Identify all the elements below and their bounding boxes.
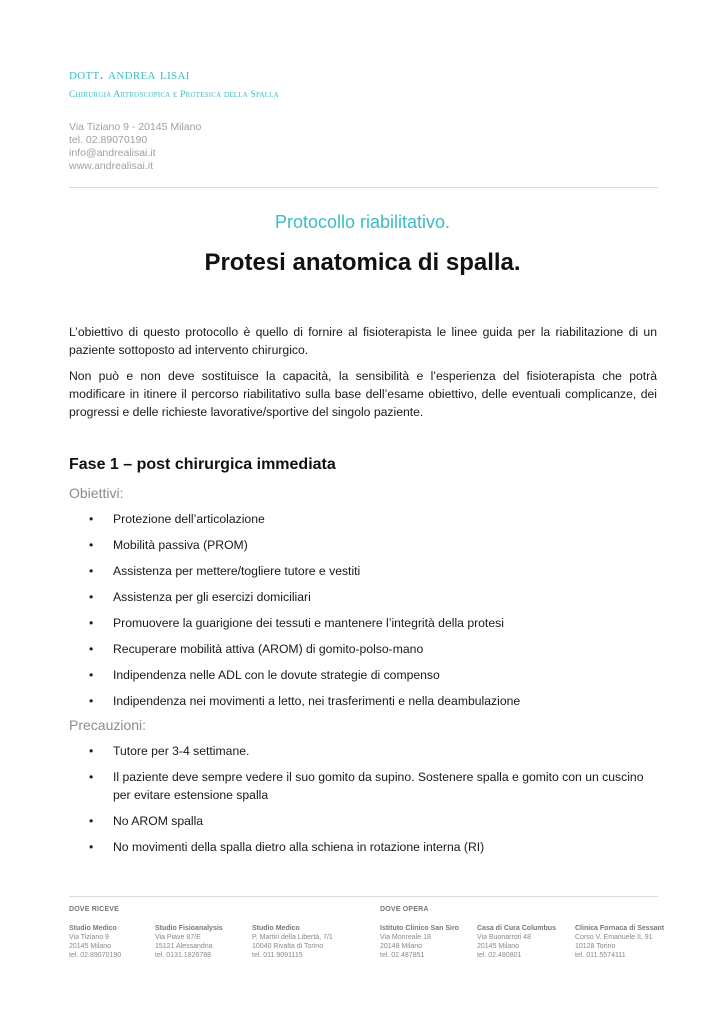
- doctor-name: dott. andrea lisai: [69, 66, 190, 83]
- intro-paragraph: Non può e non deve sostituisce la capacità, la sensibilità e l’esperienza del fisioterapista che potrà modificare in itinere il percorso riabilitativo sulla base dell’esame obiettivo, delle eventuali complicanze, dei progressi e delle richieste lavorative/sportive del singolo paziente.: [69, 369, 657, 419]
- list-item: [69, 812, 657, 830]
- location-city: 20145 Milano: [69, 943, 112, 950]
- location-name: Studio Medico: [69, 925, 117, 932]
- footer-location: [155, 924, 223, 960]
- location-name: Casa di Cura Columbus: [477, 925, 556, 932]
- bullet-icon: •: [89, 564, 94, 578]
- list-item: [69, 536, 657, 562]
- location-phone: tel. 02.89070190: [69, 952, 122, 959]
- location-address: Via Piave 87/E: [155, 934, 201, 941]
- list-item: [69, 692, 657, 718]
- footer-dove-opera: DOVE OPERA: [380, 906, 429, 913]
- bullet-icon: •: [89, 590, 94, 604]
- footer-divider: [69, 896, 658, 897]
- location-city: 20145 Milano: [477, 943, 520, 950]
- location-address: Via Monreale 18: [380, 934, 431, 941]
- location-address: P. Martiri della Libertà, 7/1: [252, 934, 333, 941]
- objectives-list: [69, 510, 657, 718]
- list-item-text: Mobilità passiva (PROM): [113, 538, 248, 552]
- contact-email[interactable]: info@andrealisai.it: [69, 147, 156, 159]
- location-name: Istituto Clinico San Siro: [380, 925, 459, 932]
- list-item: [69, 562, 657, 588]
- page-title: Protesi anatomica di spalla.: [204, 249, 521, 276]
- bullet-icon: •: [89, 512, 94, 526]
- list-item: [69, 510, 657, 536]
- doctor-specialty: Chirurgia Artroscopica e Protesica della Spalla: [69, 90, 279, 100]
- location-name: Studio Fisioanalysis: [155, 925, 223, 932]
- footer-location: [252, 924, 333, 960]
- bullet-icon: •: [89, 616, 94, 630]
- bullet-icon: •: [89, 744, 94, 758]
- objectives-heading: Obiettivi:: [69, 485, 124, 501]
- contact-phone: tel. 02.89070190: [69, 134, 148, 146]
- location-city: 15121 Alessandria: [155, 943, 213, 950]
- list-item-text: Protezione dell’articolazione: [113, 512, 265, 526]
- location-address: Corso V. Emanuele II, 91: [575, 934, 653, 941]
- list-item-text: Assistenza per gli esercizi domiciliari: [113, 590, 311, 604]
- contact-block: [69, 121, 201, 173]
- list-item: [69, 768, 657, 804]
- location-name: Studio Medico: [252, 925, 300, 932]
- location-phone: tel. 02.487851: [380, 952, 425, 959]
- list-item-text: Il paziente deve sempre vedere il suo gomito da supino. Sostenere spalla e gomito con un cuscino per evitare estensione spalla: [113, 770, 644, 802]
- bullet-icon: •: [89, 840, 94, 854]
- bullet-icon: •: [89, 642, 94, 656]
- list-item: [69, 588, 657, 614]
- phase-title: Fase 1 – post chirurgica immediata: [69, 456, 336, 473]
- list-item-text: Assistenza per mettere/togliere tutore e vestiti: [113, 564, 361, 578]
- location-city: 10040 Rivalta di Torino: [252, 943, 324, 950]
- footer-location: [477, 924, 556, 960]
- precautions-list: [69, 742, 657, 864]
- list-item: [69, 640, 657, 666]
- contact-website[interactable]: www.andrealisai.it: [69, 160, 154, 172]
- list-item-text: Tutore per 3-4 settimane.: [113, 744, 250, 758]
- location-name: Clinica Fornaca di Sessant: [575, 925, 665, 932]
- bullet-icon: •: [89, 694, 94, 708]
- location-phone: tel. 02.480801: [477, 952, 522, 959]
- protocol-label: Protocollo riabilitativo.: [274, 212, 451, 232]
- list-item-text: Recuperare mobilità attiva (AROM) di gomito-polso-mano: [113, 642, 424, 656]
- list-item: [69, 838, 657, 856]
- location-address: Via Buonarroti 48: [477, 934, 531, 941]
- bullet-icon: •: [89, 538, 94, 552]
- list-item-text: Indipendenza nelle ADL con le dovute strategie di compenso: [113, 668, 440, 682]
- bullet-icon: •: [89, 668, 94, 682]
- footer-location: [380, 924, 459, 960]
- location-city: 10128 Torino: [575, 943, 616, 950]
- list-item-text: Promuovere la guarigione dei tessuti e mantenere l’integrità della protesi: [113, 616, 504, 630]
- list-item: [69, 614, 657, 640]
- location-city: 20148 Milano: [380, 943, 423, 950]
- location-phone: tel. 011.5574111: [575, 952, 626, 959]
- footer-location: [69, 924, 121, 960]
- contact-address: Via Tiziano 9 - 20145 Milano: [69, 121, 202, 133]
- location-phone: tel. 011.9091115: [252, 952, 303, 959]
- list-item-text: Indipendenza nei movimenti a letto, nei trasferimenti e nella deambulazione: [113, 694, 521, 708]
- intro-paragraph: L’obiettivo di questo protocollo è quello di fornire al fisioterapista le linee guida per la riabilitazione di un paziente sottoposto ad intervento chirurgico.: [69, 325, 657, 357]
- precautions-heading: Precauzioni:: [69, 717, 147, 733]
- list-item: [69, 666, 657, 692]
- list-item-text: No AROM spalla: [113, 814, 204, 828]
- bullet-icon: •: [89, 770, 94, 784]
- footer-dove-riceve: DOVE RICEVE: [69, 906, 120, 913]
- bullet-icon: •: [89, 814, 94, 828]
- list-item: [69, 742, 657, 760]
- footer-location: [575, 924, 664, 960]
- header-divider: [69, 187, 658, 188]
- list-item-text: No movimenti della spalla dietro alla schiena in rotazione interna (RI): [113, 840, 485, 854]
- location-phone: tel. 0131.1826788: [155, 952, 212, 959]
- location-address: Via Tiziano 9: [69, 934, 109, 941]
